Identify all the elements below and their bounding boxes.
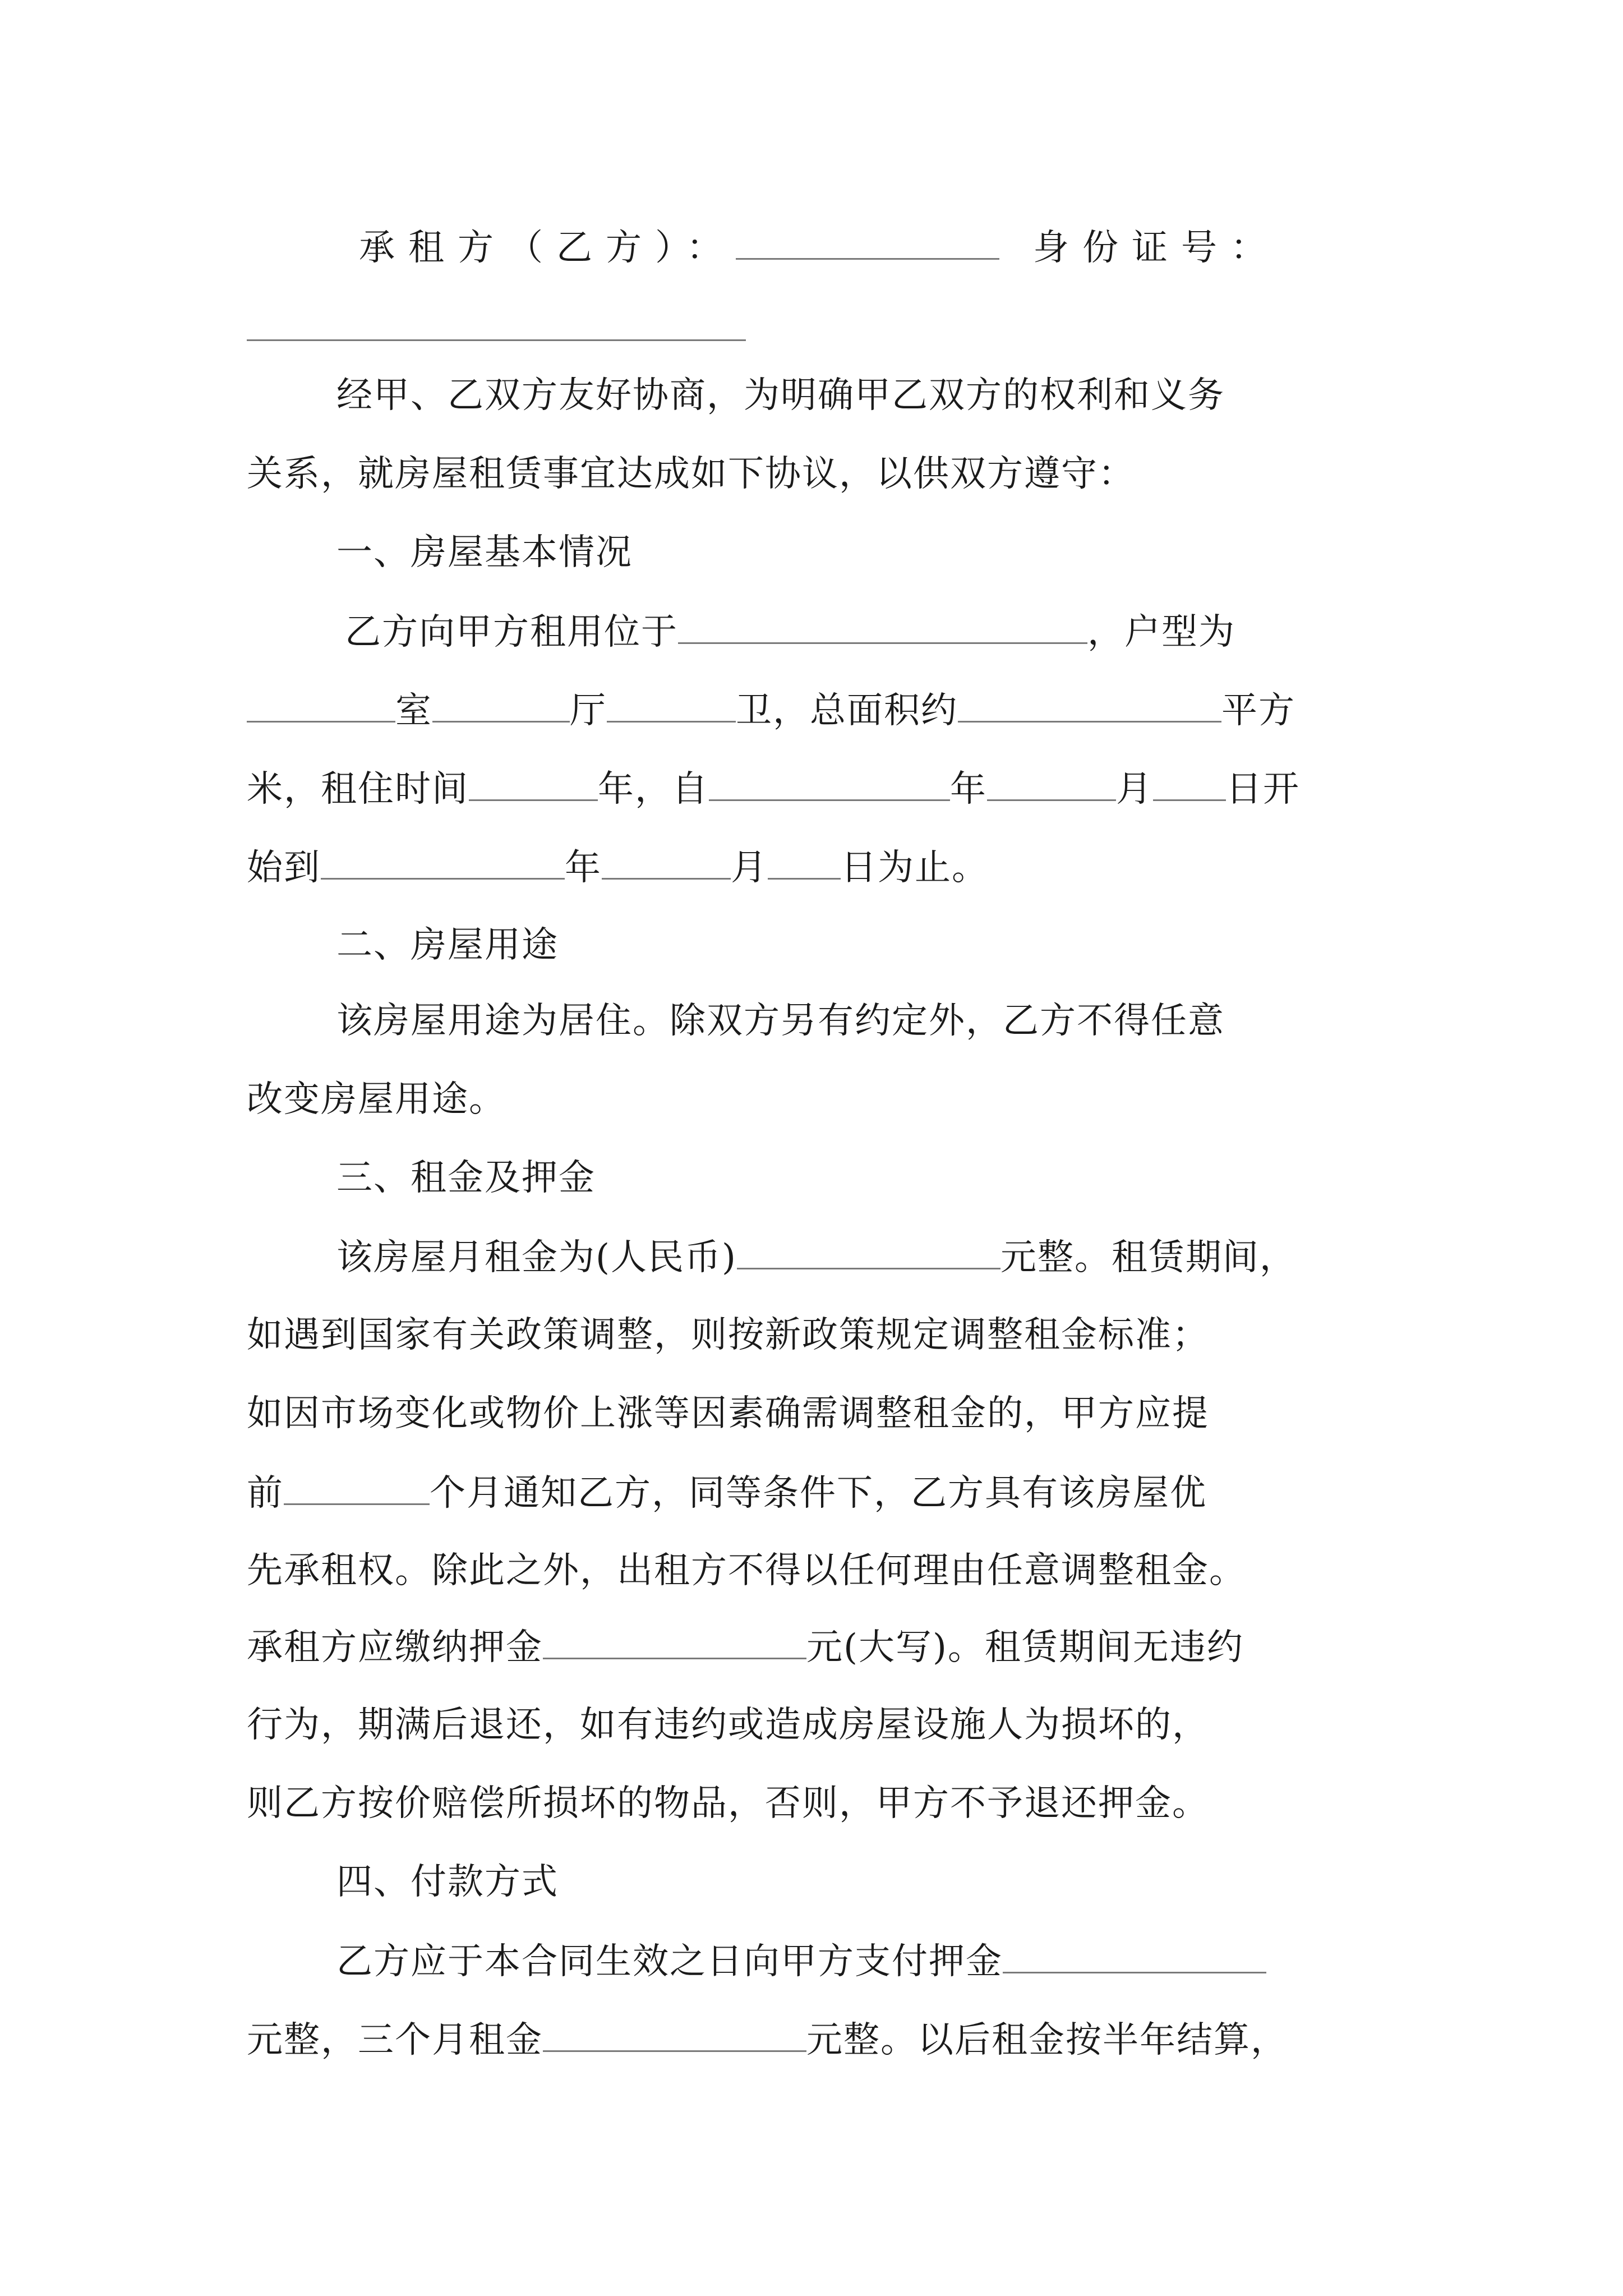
s1-line-1 [345, 609, 1235, 654]
s3-line-6 [247, 1624, 1244, 1669]
s4-line-1 [336, 1938, 1266, 1983]
s1-text: 平方 [1221, 690, 1295, 731]
start-month-blank[interactable] [987, 766, 1116, 801]
three-month-rent-blank[interactable] [543, 2017, 806, 2052]
s1-text: 年 [950, 769, 987, 810]
s3-text: 前 [247, 1473, 284, 1514]
s1-text: 月 [1116, 769, 1153, 810]
s2-line-2: 改变房屋用途。 [247, 1079, 506, 1120]
section-2-heading: 二、房屋用途 [336, 924, 559, 966]
section-4-heading: 四、付款方式 [336, 1861, 559, 1903]
s1-text: 始到 [247, 847, 321, 889]
rooms-blank[interactable] [247, 687, 395, 723]
s3-line-5: 先承租权。除此之外，出租方不得以任何理由任意调整租金。 [247, 1550, 1246, 1591]
s1-text: 日为止。 [841, 847, 989, 889]
s3-line-1 [336, 1234, 1297, 1279]
notice-months-blank[interactable] [284, 1470, 430, 1505]
deposit-blank[interactable] [543, 1624, 806, 1659]
s3-text: 该房屋月租金为(人民币) [336, 1237, 737, 1278]
s1-text: 米，租住时间 [247, 769, 469, 810]
end-day-blank[interactable] [768, 844, 841, 880]
s1-text: ，户型为 [1087, 611, 1235, 653]
start-day-blank[interactable] [1153, 766, 1226, 801]
end-year-blank[interactable] [321, 844, 565, 880]
s1-text: 日开 [1226, 769, 1300, 810]
s3-text: 元(大写)。租赁期间无违约 [806, 1627, 1244, 1668]
intro-line-1: 经甲、乙双方友好协商，为明确甲乙双方的权利和义务 [336, 375, 1225, 416]
s1-line-3 [247, 766, 1300, 811]
location-blank[interactable] [678, 609, 1087, 644]
tenant-name-blank[interactable] [736, 224, 999, 260]
start-year-blank[interactable] [709, 766, 950, 801]
s3-line-7: 行为，期满后退还，如有违约或造成房屋设施人为损坏的， [247, 1704, 1209, 1746]
s1-text: 乙方向甲方租用位于 [345, 611, 678, 653]
s3-line-3: 如因市场变化或物价上涨等因素确需调整租金的，甲方应提 [247, 1393, 1209, 1434]
s1-text: 室 [395, 690, 432, 731]
end-month-blank[interactable] [602, 844, 731, 880]
s1-text: 月 [731, 847, 768, 889]
s1-text: 年，自 [598, 769, 709, 810]
s3-line-4 [247, 1470, 1207, 1515]
s4-text: 元整，三个月租金 [247, 2019, 543, 2061]
lease-years-blank[interactable] [469, 766, 598, 801]
section-1-heading: 一、房屋基本情况 [336, 532, 633, 573]
id-number-blank[interactable] [247, 339, 746, 341]
s1-line-2 [247, 687, 1295, 732]
id-number-label: 身份证号： [1033, 227, 1280, 269]
halls-blank[interactable] [432, 687, 570, 723]
s4-line-2 [247, 2017, 1288, 2062]
s1-text: 厅 [570, 690, 607, 731]
s1-text: 年 [565, 847, 602, 889]
section-3-heading: 三、租金及押金 [336, 1157, 596, 1199]
tenant-line [359, 224, 1280, 269]
deposit-payment-blank[interactable] [1003, 1938, 1266, 1973]
s3-line-8: 则乙方按价赔偿所损坏的物品，否则，甲方不予退还押金。 [247, 1783, 1209, 1824]
s3-text: 元整。租赁期间， [1000, 1237, 1297, 1278]
area-blank[interactable] [958, 687, 1221, 723]
s3-line-2: 如遇到国家有关政策调整，则按新政策规定调整租金标准； [247, 1314, 1209, 1356]
intro-line-2: 关系，就房屋租赁事宜达成如下协议，以供双方遵守： [247, 453, 1135, 495]
s3-text: 承租方应缴纳押金 [247, 1627, 543, 1668]
s1-line-4 [247, 844, 989, 889]
monthly-rent-blank[interactable] [737, 1234, 1000, 1269]
tenant-label: 承租方（乙方）： [359, 227, 736, 269]
baths-blank[interactable] [607, 687, 736, 723]
s1-text: 卫，总面积约 [736, 690, 958, 731]
s4-text: 元整。以后租金按半年结算， [806, 2019, 1288, 2061]
s2-line-1: 该房屋用途为居住。除双方另有约定外，乙方不得任意 [336, 1000, 1225, 1042]
s3-text: 个月通知乙方，同等条件下，乙方具有该房屋优 [430, 1473, 1207, 1514]
s4-text: 乙方应于本合同生效之日向甲方支付押金 [336, 1941, 1003, 1982]
